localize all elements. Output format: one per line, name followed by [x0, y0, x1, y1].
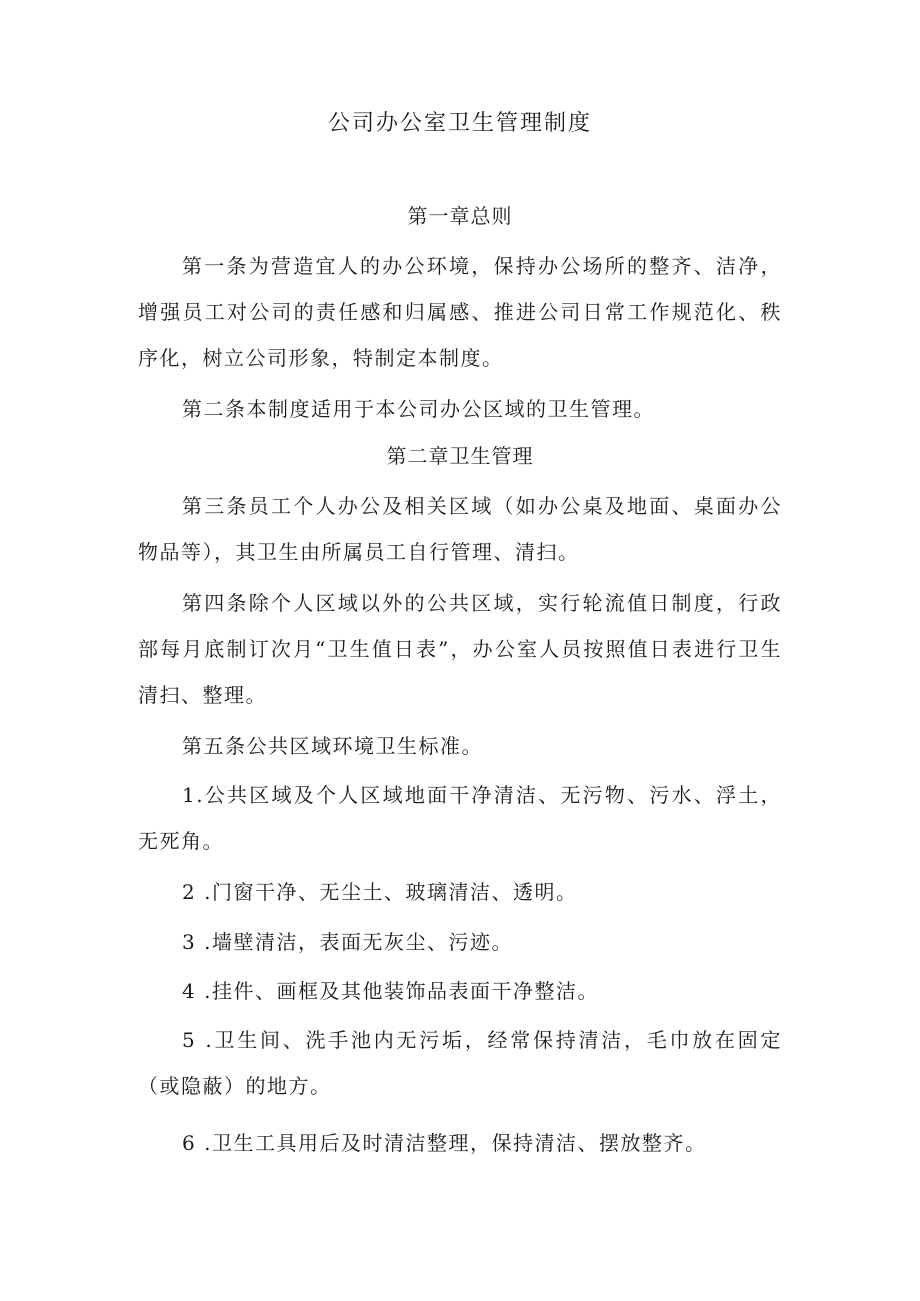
- standard-item-6: 6 .卫生工具用后及时清洁整理，保持清洁、摆放整齐。: [182, 1131, 707, 1155]
- standard-item-1: 1.公共区域及个人区域地面干净清洁、无污物、污水、浮土，无死角。: [138, 783, 782, 853]
- standard-item-4: 4 .挂件、画框及其他装饰品表面干净整洁。: [182, 979, 599, 1003]
- standard-item-3: 3 .墙壁清洁，表面无灰尘、污迹。: [182, 930, 513, 954]
- article-5: 第五条公共区域环境卫生标准。: [182, 734, 483, 758]
- chapter-1-heading: 第一章总则: [407, 204, 513, 228]
- standard-item-2: 2 .门窗干净、无尘土、玻璃清洁、透明。: [182, 880, 578, 904]
- article-2: 第二条本制度适用于本公司办公区域的卫生管理。: [182, 397, 655, 421]
- article-4: 第四条除个人区域以外的公共区域，实行轮流值日制度，行政部每月底制订次月“卫生值日表”，办公室人员按照值日表进行卫生清扫、整理。: [138, 591, 782, 707]
- chapter-2-heading: 第二章卫生管理: [386, 444, 534, 468]
- article-1: 第一条为营造宜人的办公环境，保持办公场所的整齐、洁净，增强员工对公司的责任感和归属感、推进公司日常工作规范化、秩序化，树立公司形象，特制定本制度。: [138, 254, 782, 370]
- standard-item-5: 5 .卫生间、洗手池内无污垢，经常保持清洁，毛巾放在固定（或隐蔽）的地方。: [138, 1028, 782, 1098]
- document-title: 公司办公室卫生管理制度: [327, 111, 592, 136]
- article-3: 第三条员工个人办公及相关区域（如办公桌及地面、桌面办公物品等），其卫生由所属员工自行管理、清扫。: [138, 494, 782, 564]
